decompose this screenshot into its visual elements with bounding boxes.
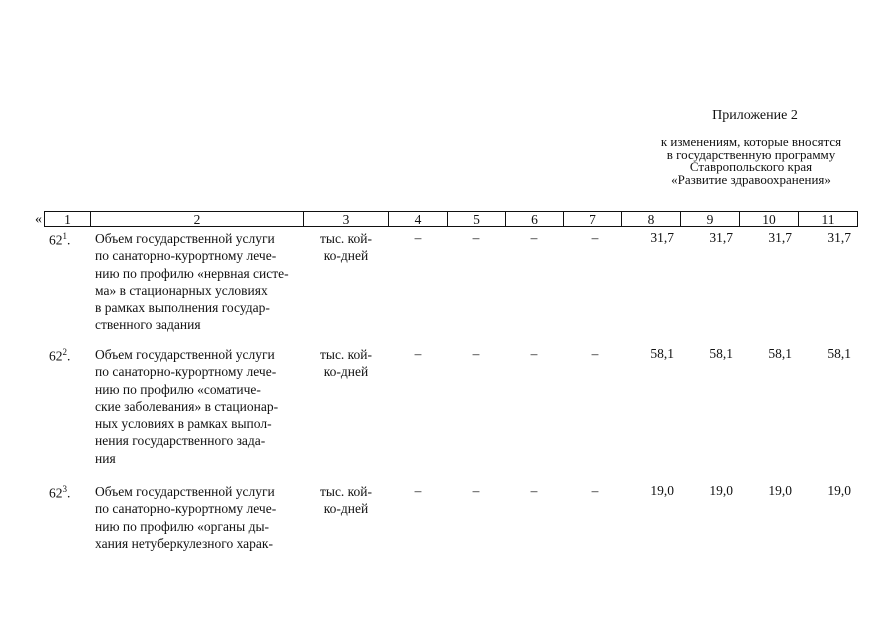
description-line: по санаторно-курортному лече- <box>95 248 277 264</box>
row-unit <box>314 230 378 265</box>
row-description <box>95 346 300 467</box>
cell-col5: – <box>472 230 480 245</box>
unit-line: тыс. кой- <box>319 347 373 362</box>
row-number <box>49 484 89 502</box>
column-header: 3 <box>303 211 389 227</box>
unit-line: тыс. кой- <box>319 231 373 246</box>
subtitle-line: Ставропольского края <box>689 159 813 174</box>
description-line: нения государственного зада- <box>95 433 266 449</box>
unit-line: ко-дней <box>323 501 369 517</box>
subtitle-line: к изменениям, которые вносятся <box>660 134 842 149</box>
cell-col7: – <box>591 346 599 361</box>
unit-line: тыс. кой- <box>319 484 373 499</box>
description-line: ных условиях в рамках выпол- <box>95 416 272 432</box>
subtitle-line: в государственную программу <box>666 146 836 162</box>
column-header: 8 <box>621 211 681 227</box>
column-header: 2 <box>90 211 304 227</box>
description-line: ния <box>95 450 116 466</box>
cell-col7: – <box>591 483 599 498</box>
row-description <box>95 230 300 334</box>
subtitle-line: «Развитие здравоохранения» <box>671 171 831 187</box>
row-number-main: 62 <box>49 348 63 364</box>
cell-col10: 31,7 <box>768 230 792 245</box>
column-header: 5 <box>447 211 506 227</box>
cell-col10: 58,1 <box>768 346 792 361</box>
description-line: нию по профилю «органы ды- <box>95 518 270 534</box>
column-header: 11 <box>798 211 858 227</box>
row-number-sup: 2 <box>62 347 67 357</box>
cell-col4: – <box>414 483 422 498</box>
column-header: 1 <box>44 211 91 227</box>
row-number <box>49 231 89 249</box>
row-number-main: 62 <box>49 232 63 248</box>
description-line: ские заболевания» в стационар- <box>95 398 279 414</box>
description-line: Объем государственной услуги <box>95 484 275 499</box>
row-number <box>49 347 89 365</box>
description-line: ственного задания <box>95 317 201 333</box>
cell-col9: 31,7 <box>709 230 733 245</box>
cell-col11: 19,0 <box>827 483 851 498</box>
cell-col9: 58,1 <box>709 346 733 361</box>
description-line: хания нетуберкулезного харак- <box>95 535 273 551</box>
column-header: 10 <box>739 211 799 227</box>
cell-col8: 19,0 <box>650 483 674 498</box>
column-header: 9 <box>680 211 740 227</box>
row-description <box>95 483 300 552</box>
cell-col5: – <box>472 483 480 498</box>
column-header: 7 <box>563 211 622 227</box>
cell-col9: 19,0 <box>709 483 733 498</box>
unit-line: ко-дней <box>323 248 369 264</box>
unit-line: ко-дней <box>323 364 369 380</box>
appendix-subtitle <box>640 136 862 186</box>
row-unit <box>314 483 378 518</box>
cell-col5: – <box>472 346 480 361</box>
cell-col7: – <box>591 230 599 245</box>
description-line: по санаторно-курортному лече- <box>95 501 277 517</box>
row-number-suffix: . <box>67 485 71 501</box>
open-quote: « <box>35 212 42 227</box>
row-number-sup: 1 <box>62 231 67 241</box>
cell-col4: – <box>414 230 422 245</box>
cell-col6: – <box>530 483 538 498</box>
row-number-suffix: . <box>67 232 71 248</box>
cell-col4: – <box>414 346 422 361</box>
column-header: 4 <box>388 211 448 227</box>
description-line: нию по профилю «нервная систе- <box>95 265 289 281</box>
cell-col8: 58,1 <box>650 346 674 361</box>
cell-col6: – <box>530 230 538 245</box>
row-number-sup: 3 <box>62 484 67 494</box>
cell-col11: 58,1 <box>827 346 851 361</box>
cell-col6: – <box>530 346 538 361</box>
description-line: нию по профилю «соматиче- <box>95 381 261 397</box>
row-number-suffix: . <box>67 348 71 364</box>
description-line: Объем государственной услуги <box>95 347 275 362</box>
description-line: ма» в стационарных условиях <box>95 282 268 298</box>
cell-col8: 31,7 <box>650 230 674 245</box>
description-line: по санаторно-курортному лече- <box>95 364 277 380</box>
description-line: Объем государственной услуги <box>95 231 275 246</box>
column-header: 6 <box>505 211 564 227</box>
row-number-main: 62 <box>49 485 63 501</box>
row-unit <box>314 346 378 381</box>
cell-col11: 31,7 <box>827 230 851 245</box>
appendix-title: Приложение 2 <box>712 108 798 123</box>
cell-col10: 19,0 <box>768 483 792 498</box>
description-line: в рамках выполнения государ- <box>95 300 270 316</box>
